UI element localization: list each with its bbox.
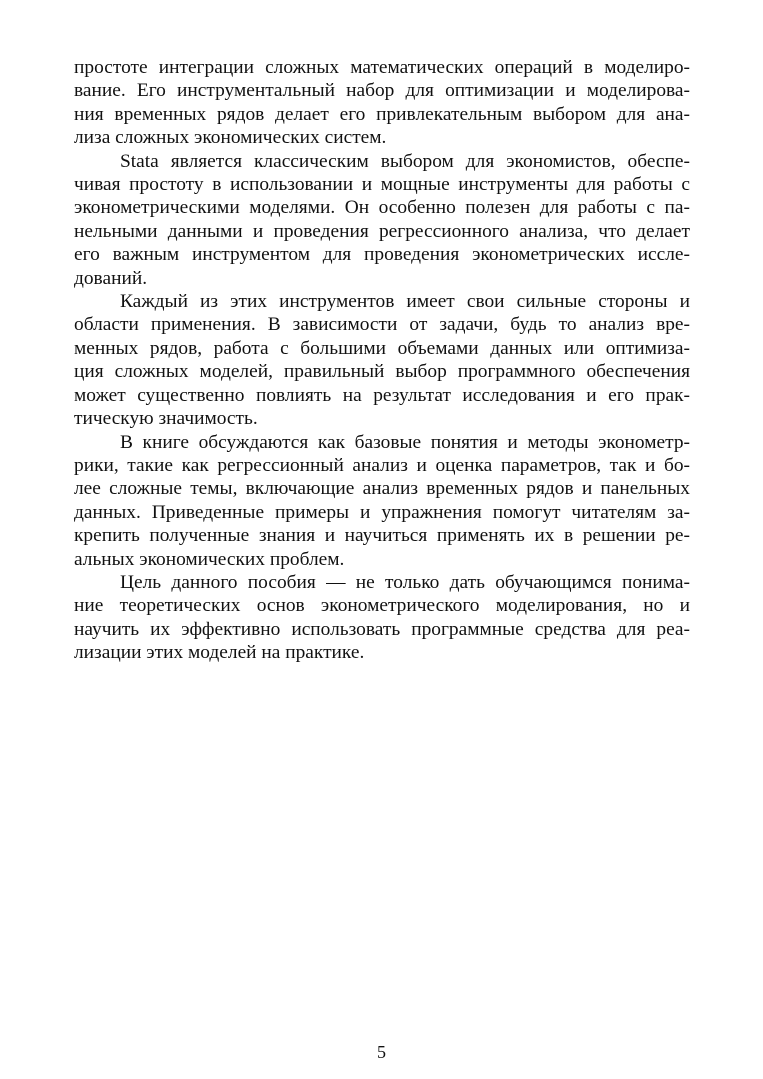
text-line: простоте интеграции сложных математических операций в моделиро- — [74, 57, 690, 78]
paragraph-5 — [74, 571, 690, 665]
text-line: научить их эффективно использовать программные средства для реа- — [74, 618, 690, 640]
text-line: крепить полученные знания и научиться применять их в решении ре- — [74, 525, 690, 547]
text-line: эконометрическими моделями. Он особенно полезен для работы с па- — [74, 197, 690, 219]
paragraph-3 — [74, 290, 690, 430]
text-line: рики, такие как регрессионный анализ и оценка параметров, так и бо- — [74, 454, 690, 476]
text-line: Каждый из этих инструментов имеет свои сильные стороны и — [120, 291, 690, 313]
text-line: лизации этих моделей на практике. — [74, 642, 365, 664]
text-line: менных рядов, работа с большими объемами данных или оптимиза- — [74, 337, 690, 359]
paragraph-1 — [74, 56, 690, 150]
text-line: лиза сложных экономических систем. — [74, 127, 387, 149]
text-line: чивая простоту в использовании и мощные инструменты для работы с — [74, 174, 690, 196]
text-line: В книге обсуждаются как базовые понятия и методы эконометр- — [120, 431, 690, 453]
text-line: его важным инструментом для проведения эконометрических иссле- — [74, 244, 690, 266]
text-line: дований. — [74, 267, 148, 289]
text-line: Stata является классическим выбором для экономистов, обеспе- — [120, 150, 690, 172]
text-line: нельными данными и проведения регрессионного анализа, что делает — [74, 220, 690, 242]
text-line: ния временных рядов делает его привлекательным выбором для ана- — [74, 103, 690, 125]
paragraph-4 — [74, 431, 690, 571]
page-number: 5 — [377, 1042, 386, 1062]
text-line: ция сложных моделей, правильный выбор программного обеспечения — [74, 361, 690, 383]
text-line: данных. Приведенные примеры и упражнения помогут читателям за- — [74, 501, 690, 523]
text-line: может существенно повлиять на результат исследования и его прак- — [74, 384, 690, 406]
text-line: вание. Его инструментальный набор для оптимизации и моделирова- — [74, 80, 690, 102]
text-line: ние теоретических основ эконометрического моделирования, но и — [74, 595, 690, 617]
text-line: области применения. В зависимости от задачи, будь то анализ вре- — [74, 314, 690, 336]
paragraph-2 — [74, 150, 690, 290]
text-line: Цель данного пособия — не только дать обучающимся понима- — [120, 571, 690, 593]
body-text — [74, 56, 690, 665]
text-line: альных экономических проблем. — [74, 548, 345, 570]
text-line: тическую значимость. — [74, 408, 258, 430]
text-line: лее сложные темы, включающие анализ временных рядов и панельных — [74, 478, 690, 500]
